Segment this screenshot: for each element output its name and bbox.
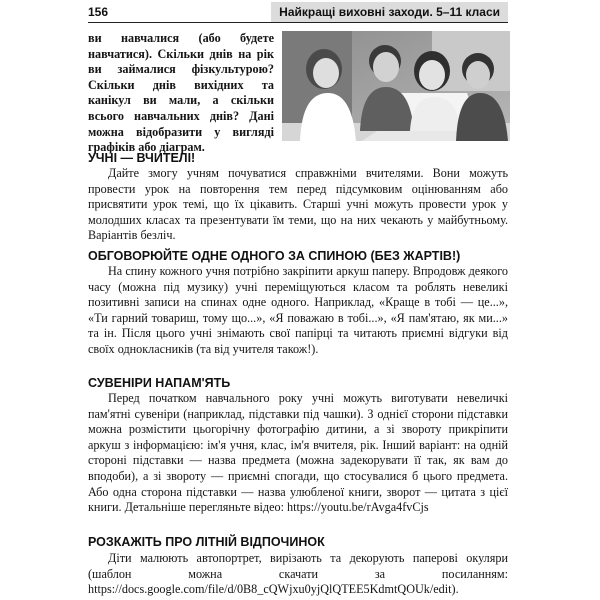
intro-paragraph: ви навчалися (або будете навчатися). Скільки днів на рік ви займалися фізкультурою? Скільки днів вихідних та канікул ви мали, а скільки всього навчальних днів? Дані можна відобразити у вигляді графіків або діаграм. (88, 31, 274, 155)
heading-souvenirs: СУВЕНІРИ НАПАМ'ЯТЬ (88, 376, 231, 390)
paragraph-discuss-behind-back: На спину кожного учня потрібно закріпити аркуш паперу. Впродовж деякого часу (можна під музику) учні переміщуються класом та роблять невеликі позитивні записи на спинах одне одного. Наприклад, «Краще в тобі — це...», «Ти гарний товариш, тому що...», «Я поважаю в тобі...», «Я пам'ятаю, як ми...» та ін. Після цього учні знімають свої папірці та читають приємні відгуки від своїх однокласників (та від учителя також!). (88, 264, 508, 356)
heading-summer-vacation: РОЗКАЖІТЬ ПРО ЛІТНІЙ ВІДПОЧИНОК (88, 535, 325, 549)
paragraph-souvenirs: Перед початком навчального року учні можуть виготувати невеличкі пам'ятні сувеніри (наприклад, підставки під чашки). З однієї сторони підставки можна розмістити цьогорічну фотографію дитини, а зі звороту прикріпити аркуш з інформацією: ім'я учня, клас, ім'я вчителя, рік. Інший варіант: на одній стороні підставки — назва предмета (можна задекорувати її так, як вам до вподоби), а зі звороту — приємні спогади, що стосувалися б цього предмета. Або одна сторона підставки — назва улюбленої книги, зворот — цитата з цієї книги. Детальніше перегляньте відео: https://youtu.be/rAvga4fvCjs (88, 391, 508, 515)
running-title: Найкращі виховні заходи. 5–11 класи (271, 2, 508, 22)
heading-students-teachers: УЧНІ — ВЧИТЕЛІ! (88, 151, 196, 165)
children-with-laptop-photo (282, 31, 510, 141)
heading-discuss-behind-back: ОБГОВОРЮЙТЕ ОДНЕ ОДНОГО ЗА СПИНОЮ (БЕЗ ЖАРТІВ!) (88, 249, 461, 263)
page-number: 156 (88, 5, 109, 19)
page-header (88, 2, 508, 23)
paragraph-summer-vacation: Діти малюють автопортрет, вирізають та декорують паперові окуляри (шаблон можна скачати за посиланням: https://docs.google.com/file/d/0B8_cQWjxu0yjQlQTEE5KdmtQOUk/edit). (88, 551, 508, 597)
photo-illustration (282, 31, 510, 141)
paragraph-students-teachers: Дайте змогу учням почуватися справжніми вчителями. Вони можуть провести урок на повторення тем перед підсумковим оцінюванням або присвятити урок темі, що їх цікавить. Старші учні можуть провести урок у молодших класах та презентувати їм теми, що на них чекають у майбутньому. Варіантів безліч. (88, 166, 508, 243)
